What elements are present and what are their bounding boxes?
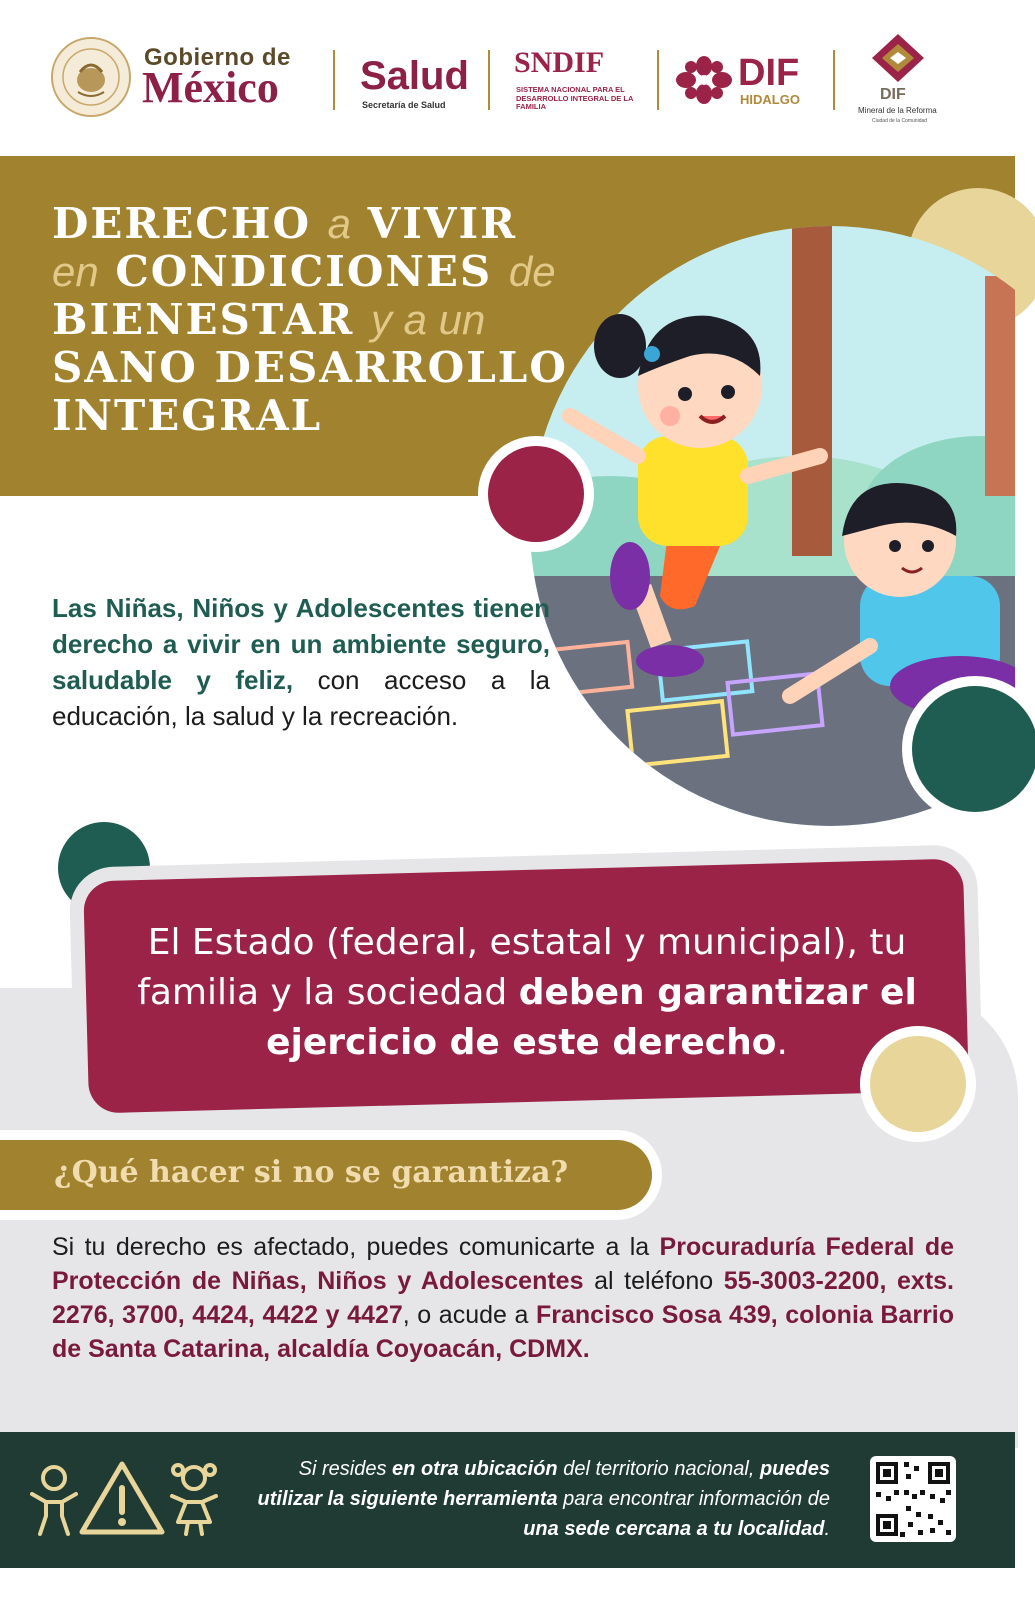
footer-bold: una sede cercana a tu localidad: [523, 1518, 825, 1540]
help-text: Si tu derecho es afectado, puedes comunicarte a la: [52, 1233, 660, 1261]
title-text: y a un: [370, 296, 486, 343]
sndif-title: SNDIF: [514, 46, 605, 79]
divider: [833, 50, 835, 110]
help-text: al teléfono: [583, 1267, 724, 1295]
qr-code-icon: [870, 1456, 956, 1542]
help-text: , o acude a: [402, 1301, 536, 1329]
title-text: BIENESTAR: [52, 295, 371, 344]
footer-bold: puedes utilizar la siguiente herramienta: [257, 1458, 830, 1510]
divider: [488, 50, 490, 110]
state-bold: deben garantizar el ejercicio de este derecho: [266, 972, 917, 1063]
divider: [657, 50, 659, 110]
national-seal-icon: [50, 36, 132, 118]
gobierno-line1: Gobierno de: [144, 44, 291, 71]
title-text: INTEGRAL: [52, 391, 323, 440]
question-heading: ¿Qué hacer si no se garantiza?: [54, 1155, 569, 1190]
sndif-subtitle: SISTEMA NACIONAL PARA EL DESARROLLO INTEGRAL DE LA FAMILIA: [516, 85, 634, 112]
mineral-title: DIF: [880, 86, 906, 103]
child-icon: [26, 1464, 82, 1538]
dif-subtitle: HIDALGO: [740, 92, 800, 107]
intro-bold: Las Niñas, Niños y Adolescentes tienen derecho a vivir en un ambiente seguro, saludable y feliz,: [52, 593, 550, 695]
state-text: .: [776, 1022, 788, 1063]
state-text: El Estado (federal, estatal y municipal), tu familia y la sociedad: [137, 922, 907, 1013]
mineral-subtitle: Mineral de la Reforma: [858, 106, 937, 115]
warning-icon: [78, 1458, 166, 1536]
title-text: CONDICIONES: [98, 247, 509, 296]
intro-text: con acceso a la educación, la salud y la recreación.: [52, 665, 550, 731]
dif-flower-icon: [676, 56, 732, 104]
mineral-tagline: Ciudad de la Comunidad: [872, 118, 928, 124]
footer-text-part: del territorio nacional,: [557, 1458, 760, 1480]
title-text: en: [52, 248, 99, 295]
help-bold: 55-3003-2200, exts. 2276, 3700, 4424, 4422 y 4427: [52, 1267, 954, 1329]
mineral-reforma-icon: [870, 32, 926, 86]
header-logos: [0, 0, 1035, 150]
help-bold: Procuraduría Federal de Protección de Niñas, Niños y Adolescentes: [52, 1233, 954, 1295]
help-paragraph: [52, 1230, 954, 1366]
page-title: [52, 200, 572, 440]
green-circle: [912, 686, 1035, 812]
gobierno-line2: México: [142, 63, 279, 112]
footer-text-part: .: [824, 1518, 830, 1540]
footer-text-part: para encontrar información de: [557, 1488, 830, 1510]
dif-title: DIF: [738, 52, 800, 94]
intro-paragraph: [52, 590, 550, 734]
qr-code[interactable]: [870, 1456, 956, 1542]
title-text: a: [327, 200, 352, 247]
salud-title: Salud: [360, 54, 469, 98]
title-text: VIVIR: [351, 199, 518, 248]
beige-circle: [870, 1036, 966, 1132]
footer-bold: en otra ubicación: [392, 1458, 558, 1480]
footer-text-part: Si resides: [298, 1458, 393, 1480]
title-text: SANO DESARROLLO: [52, 343, 568, 392]
divider: [333, 50, 335, 110]
help-bold: Francisco Sosa 439, colonia Barrio de Santa Catarina, alcaldía Coyoacán, CDMX.: [52, 1301, 955, 1363]
title-text: de: [508, 248, 556, 295]
maroon-circle: [488, 446, 584, 542]
salud-subtitle: Secretaría de Salud: [362, 100, 446, 110]
girl-icon: [166, 1462, 222, 1538]
state-callout-text: [112, 918, 942, 1068]
footer-text: [230, 1454, 830, 1544]
title-text: DERECHO: [52, 199, 328, 248]
